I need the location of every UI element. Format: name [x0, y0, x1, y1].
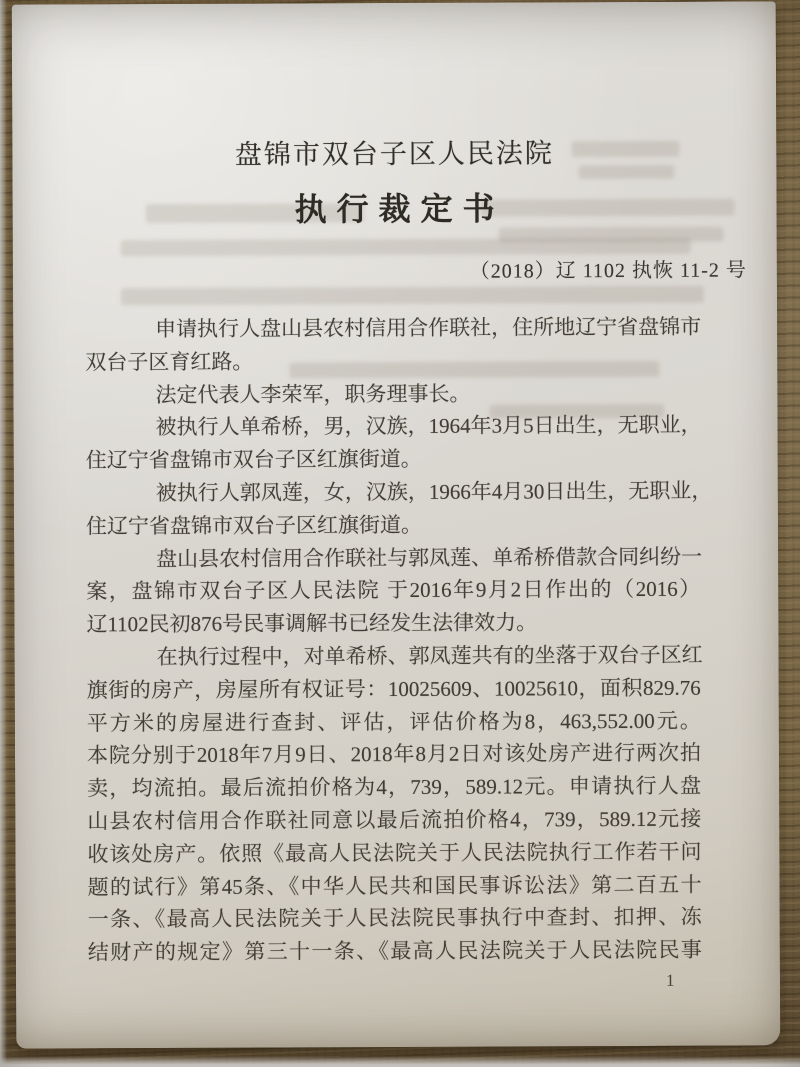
body-line: 一条、《最高人民法院关于人民法院民事执行中查封、扣押、冻 [87, 905, 702, 932]
body-line: 被执行人单希桥，男，汉族，1964年3月5日出生，无职业， [155, 413, 702, 440]
body-line: 山县农村信用合作联社同意以最后流拍价格4，739，589.12元接 [87, 806, 702, 834]
document-body [85, 311, 713, 970]
body-line: 住辽宁省盘锦市双台子区红旗街道。 [85, 447, 422, 473]
body-line: 案，盘锦市双台子区人民法院 于2016年9月2日作出的（2016） [86, 577, 701, 604]
body-line: 收该处房产。依照《最高人民法院关于人民法院执行工作若干问 [87, 839, 702, 867]
photo-edge-artifact [0, 0, 7, 1067]
body-line: 本院分别于2018年7月9日、2018年8月2日对该处房产进行两次拍 [86, 741, 702, 768]
body-line: 辽1102民初876号民事调解书已经发生法律效力。 [86, 610, 538, 637]
paper-sheet [12, 1, 781, 1048]
page-number: 1 [665, 970, 675, 990]
body-line: 被执行人郭凤莲，女，汉族，1966年4月30日出生，无职业， [155, 478, 713, 506]
body-line: 盘山县农村信用合作联社与郭凤莲、单希桥借款合同纠纷一 [156, 544, 703, 571]
body-line: 双台子区育红路。 [85, 349, 254, 375]
body-line: 平方米的房屋进行查封、评估，评估价格为8，463,552.00元。 [86, 708, 701, 735]
body-line: 住辽宁省盘锦市双台子区红旗街道。 [85, 512, 423, 539]
body-line: 卖，均流拍。最后流拍价格为4，739，589.12元。申请执行人盘 [87, 773, 702, 801]
body-line: 结财产的规定》第三十一条、《最高人民法院关于人民法院民事 [87, 937, 702, 965]
court-name: 盘锦市双台子区人民法院 [234, 138, 554, 170]
photo-edge-artifact [0, 1056, 800, 1067]
body-line: 旗街的房产，房屋所有权证号：10025609、10025610，面积829.76 [86, 675, 701, 703]
body-line: 在执行过程中，对单希桥、郭凤莲共有的坐落于双台子区红 [156, 642, 703, 670]
body-line: 申请执行人盘山县农村信用合作联社，住所地辽宁省盘锦市 [155, 314, 702, 342]
bleed-through-mark [121, 286, 704, 306]
body-line: 法定代表人李荣军，职务理事长。 [155, 381, 471, 407]
body-line: 题的试行》第45条、《中华人民共和国民事诉讼法》第二百五十 [87, 872, 702, 899]
case-number: （2018）辽 1102 执恢 11-2 号 [469, 259, 747, 283]
document-title: 执行裁定书 [294, 190, 505, 228]
